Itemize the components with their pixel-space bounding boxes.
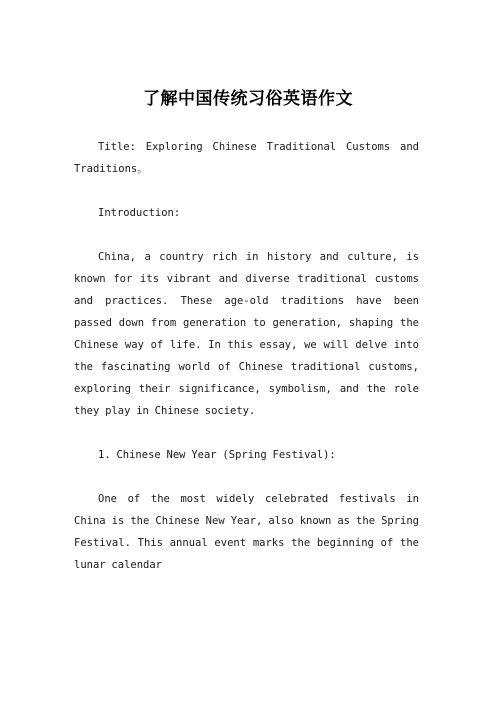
title-line-paragraph: Title: Exploring Chinese Traditional Customs and Traditions。 bbox=[74, 141, 419, 175]
introduction-paragraph: China, a country rich in history and culture, is known for its vibrant and diverse traditional customs and practices. These age-old traditions have been passed down from generation to generation, shaping the Chinese way of life. In this essay, we will delve into the fascinating world of Chinese traditional customs, exploring their significance, symbolism, and the role they play in Chinese society. bbox=[74, 251, 419, 417]
section-heading-chinese-new-year: 1. Chinese New Year (Spring Festival): bbox=[98, 449, 336, 461]
introduction-heading: Introduction: bbox=[98, 207, 181, 219]
document-title: 了解中国传统习俗英语作文 bbox=[143, 89, 353, 109]
chinese-new-year-paragraph: One of the most widely celebrated festivals in China is the Chinese New Year, also known as the Spring Festival. This annual event marks the beginning of the lunar calendar bbox=[74, 493, 419, 571]
document-body bbox=[74, 136, 419, 598]
